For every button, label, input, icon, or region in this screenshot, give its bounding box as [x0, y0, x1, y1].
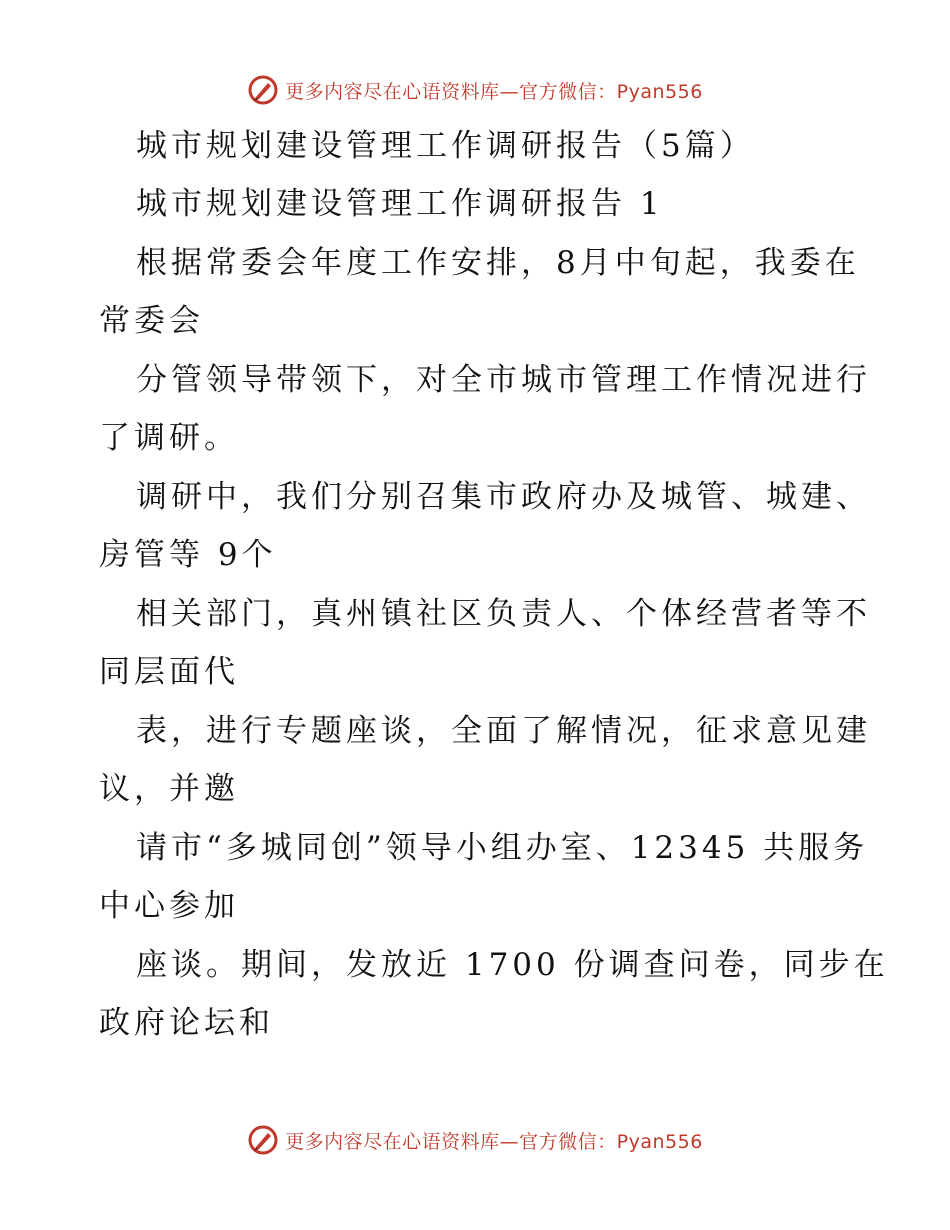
watermark-wechat-text: 官方微信：Pyan556: [519, 80, 703, 103]
paragraph-line: 调研中，我们分别召集市政府办及城管、城建、: [136, 479, 871, 515]
paragraph-line: 同层面代: [99, 654, 239, 690]
paragraph-line: 中心参加: [99, 888, 239, 924]
paragraph-line: 座谈。期间，发放近 1700 份调查问卷，同步在: [136, 947, 889, 983]
footer-watermark: [0, 1120, 950, 1160]
watermark-dash: —: [499, 1130, 520, 1153]
paragraph-line: 分管领导带领下，对全市城市管理工作情况进行: [136, 362, 871, 398]
paragraph-line: 了调研。: [99, 420, 239, 456]
paragraph-line: 请市“多城同创”领导小组办室、12345 共服务: [136, 830, 869, 866]
watermark-wechat-text: 官方微信：Pyan556: [519, 1130, 703, 1153]
pen-logo-icon: [247, 74, 279, 106]
paragraph-line: 常委会: [99, 303, 204, 339]
paragraph-line: 表，进行专题座谈，全面了解情况，征求意见建: [136, 713, 871, 749]
paragraph-line: 议，并邀: [99, 771, 239, 807]
report-heading: 城市规划建设管理工作调研报告 1: [136, 186, 664, 222]
watermark-dash: —: [499, 80, 520, 103]
document-title: 城市规划建设管理工作调研报告（5篇）: [136, 128, 755, 164]
pen-logo-icon: [247, 1124, 279, 1156]
header-watermark: [0, 70, 950, 110]
paragraph-line: 相关部门，真州镇社区负责人、个体经营者等不: [136, 596, 871, 632]
paragraph-line: 房管等 9个: [99, 537, 277, 573]
paragraph-line: 根据常委会年度工作安排，8月中旬起，我委在: [136, 245, 860, 281]
paragraph-line: 政府论坛和: [99, 1005, 274, 1041]
watermark-main-text: 更多内容尽在心语资料库: [285, 80, 500, 103]
watermark-main-text: 更多内容尽在心语资料库: [285, 1130, 500, 1153]
